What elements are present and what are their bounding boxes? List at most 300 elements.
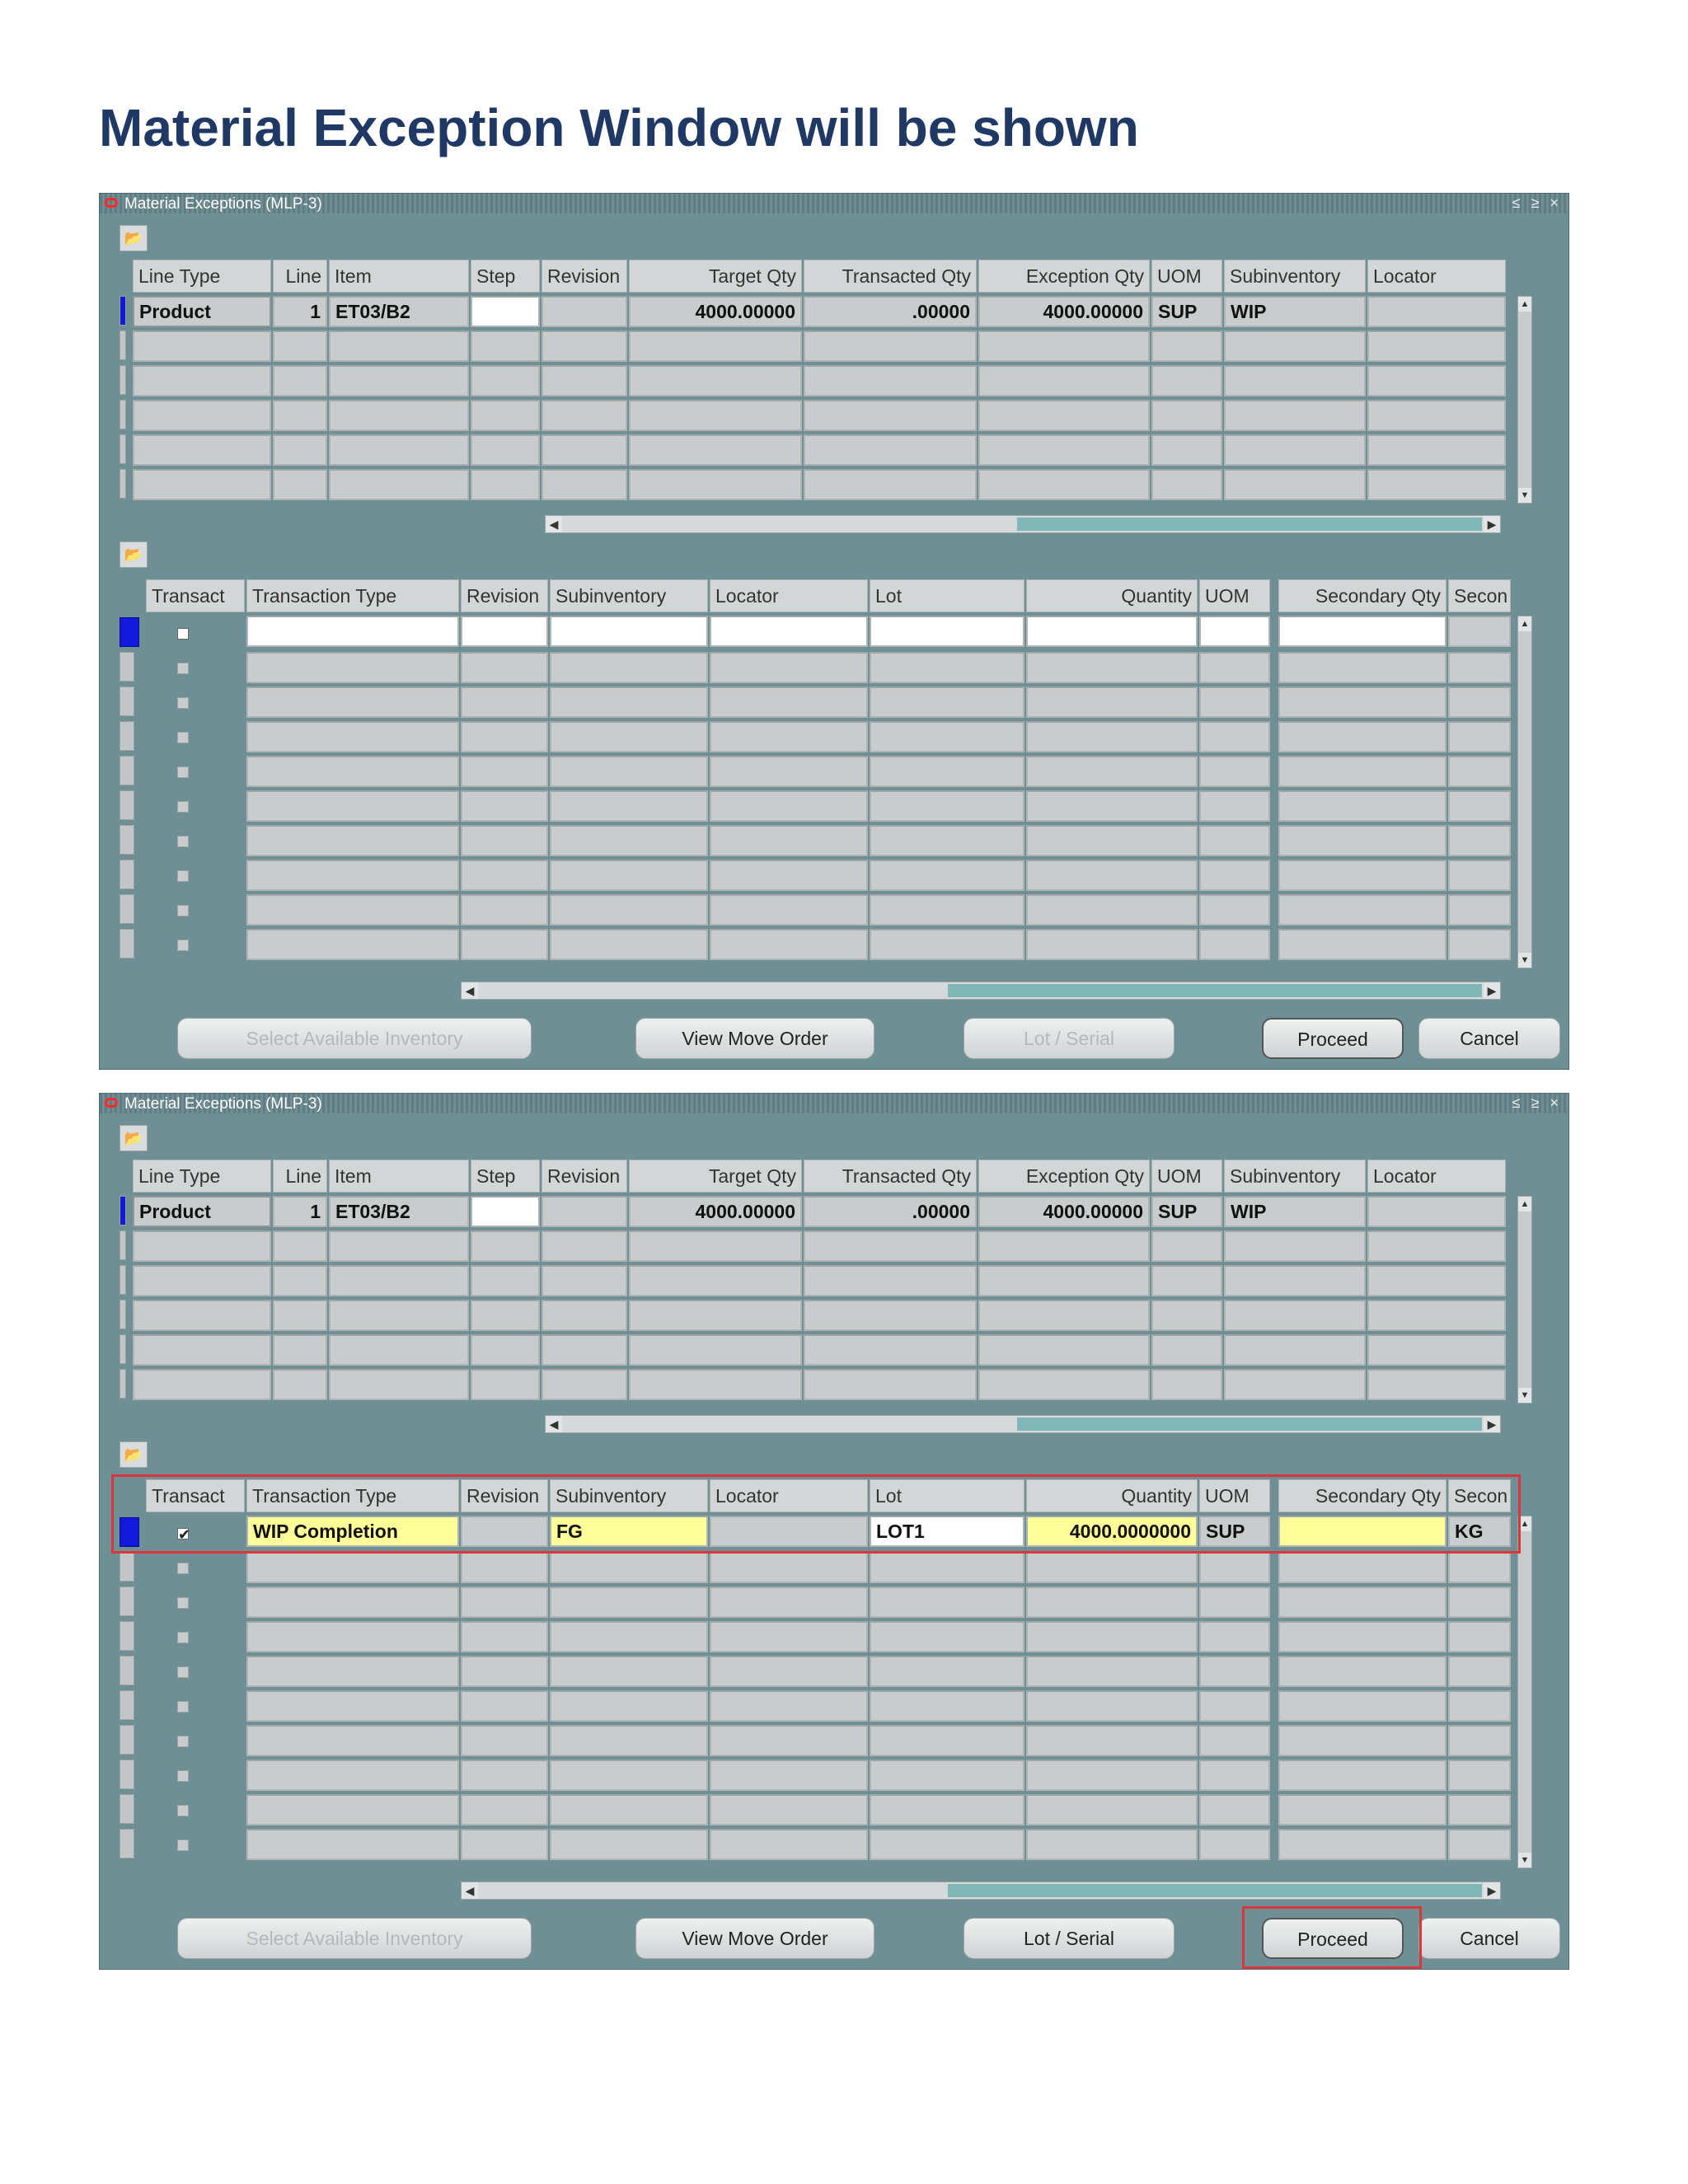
empty-txn-cell[interactable] [246,1552,459,1583]
empty-line-cell[interactable] [978,1334,1150,1366]
secondary-uom-field[interactable] [1448,616,1511,647]
empty-line-cell[interactable] [133,1369,271,1400]
empty-txn-cell[interactable] [461,1829,548,1860]
empty-txn-cell[interactable] [550,652,708,683]
transact-checkbox[interactable] [177,836,189,847]
empty-txn-cell[interactable] [1448,756,1511,787]
empty-line-cell[interactable] [471,1334,540,1366]
empty-txn-cell[interactable] [246,825,459,856]
locator-field[interactable] [1367,296,1506,327]
txn-horizontal-scrollbar[interactable]: ◀ ▶ [461,1882,1501,1900]
empty-txn-cell[interactable] [870,860,1025,891]
empty-line-cell[interactable] [273,400,327,431]
empty-line-cell[interactable] [1367,1230,1506,1262]
empty-line-cell[interactable] [273,1300,327,1331]
empty-txn-cell[interactable] [1448,1725,1511,1756]
empty-txn-cell[interactable] [1448,860,1511,891]
empty-txn-cell[interactable] [461,790,548,822]
empty-line-cell[interactable] [273,1369,327,1400]
empty-txn-cell[interactable] [1026,790,1198,822]
empty-txn-cell[interactable] [870,687,1025,718]
empty-txn-cell[interactable] [870,1552,1025,1583]
empty-txn-cell[interactable] [1278,721,1447,752]
empty-line-cell[interactable] [1151,1369,1222,1400]
empty-line-cell[interactable] [471,469,540,500]
cancel-button[interactable]: Cancel [1418,1018,1560,1059]
empty-txn-cell[interactable] [246,1725,459,1756]
empty-line-cell[interactable] [1151,365,1222,396]
empty-txn-cell[interactable] [550,721,708,752]
uom-field[interactable]: SUP [1151,1196,1222,1227]
empty-line-cell[interactable] [804,1265,977,1296]
empty-txn-cell[interactable] [710,860,868,891]
empty-txn-cell[interactable] [1199,790,1270,822]
empty-txn-cell[interactable] [1448,825,1511,856]
empty-line-cell[interactable] [629,1265,802,1296]
empty-line-cell[interactable] [1151,434,1222,466]
empty-txn-cell[interactable] [1199,1621,1270,1652]
empty-txn-cell[interactable] [461,652,548,683]
empty-txn-cell[interactable] [710,1656,868,1687]
empty-txn-cell[interactable] [710,1552,868,1583]
empty-txn-cell[interactable] [1448,894,1511,926]
empty-txn-cell[interactable] [710,687,868,718]
empty-txn-cell[interactable] [461,1621,548,1652]
empty-line-cell[interactable] [329,469,469,500]
empty-txn-cell[interactable] [1448,721,1511,752]
empty-line-cell[interactable] [329,400,469,431]
empty-txn-cell[interactable] [1448,1794,1511,1825]
empty-txn-cell[interactable] [246,860,459,891]
empty-txn-cell[interactable] [246,1690,459,1722]
empty-txn-cell[interactable] [1199,1760,1270,1791]
empty-txn-cell[interactable] [1026,687,1198,718]
empty-line-cell[interactable] [542,330,627,362]
empty-line-cell[interactable] [1367,400,1506,431]
empty-txn-cell[interactable] [1278,1586,1447,1618]
transact-checkbox[interactable] [177,905,189,916]
select-available-inventory-button[interactable]: Select Available Inventory [177,1918,532,1959]
empty-line-cell[interactable] [629,400,802,431]
empty-txn-cell[interactable] [246,1794,459,1825]
empty-txn-cell[interactable] [461,929,548,960]
line-field[interactable]: 1 [273,296,327,327]
empty-txn-cell[interactable] [550,1760,708,1791]
empty-txn-cell[interactable] [870,1656,1025,1687]
empty-txn-cell[interactable] [1199,1656,1270,1687]
transact-checkbox[interactable] [177,732,189,743]
transact-checkbox[interactable] [177,870,189,882]
empty-line-cell[interactable] [1151,330,1222,362]
empty-line-cell[interactable] [133,1265,271,1296]
empty-txn-cell[interactable] [710,894,868,926]
empty-line-cell[interactable] [1224,400,1366,431]
line-field[interactable]: 1 [273,1196,327,1227]
empty-line-cell[interactable] [1224,1369,1366,1400]
empty-line-cell[interactable] [133,400,271,431]
empty-line-cell[interactable] [978,434,1150,466]
transact-checkbox[interactable] [177,1632,189,1643]
empty-txn-cell[interactable] [550,860,708,891]
empty-txn-cell[interactable] [246,1621,459,1652]
empty-line-cell[interactable] [542,434,627,466]
empty-line-cell[interactable] [1367,1369,1506,1400]
empty-txn-cell[interactable] [1278,790,1447,822]
empty-txn-cell[interactable] [1199,1552,1270,1583]
empty-line-cell[interactable] [471,330,540,362]
empty-txn-cell[interactable] [1448,1552,1511,1583]
line-type-field[interactable]: Product [133,1196,271,1227]
empty-line-cell[interactable] [542,1300,627,1331]
empty-txn-cell[interactable] [1199,721,1270,752]
empty-line-cell[interactable] [629,1334,802,1366]
empty-txn-cell[interactable] [710,756,868,787]
empty-line-cell[interactable] [542,365,627,396]
empty-txn-cell[interactable] [870,1725,1025,1756]
empty-txn-cell[interactable] [550,929,708,960]
empty-txn-cell[interactable] [461,1586,548,1618]
empty-line-cell[interactable] [1151,400,1222,431]
empty-line-cell[interactable] [978,1369,1150,1400]
proceed-button[interactable]: Proceed [1262,1918,1404,1959]
txn-locator-field[interactable] [710,1516,868,1547]
empty-txn-cell[interactable] [246,790,459,822]
empty-txn-cell[interactable] [550,1794,708,1825]
empty-line-cell[interactable] [629,330,802,362]
empty-txn-cell[interactable] [1278,687,1447,718]
empty-txn-cell[interactable] [1278,756,1447,787]
secondary-qty-field[interactable] [1278,616,1447,647]
empty-txn-cell[interactable] [1199,929,1270,960]
empty-line-cell[interactable] [1224,1265,1366,1296]
empty-txn-cell[interactable] [870,1760,1025,1791]
empty-txn-cell[interactable] [1026,1760,1198,1791]
empty-line-cell[interactable] [133,1230,271,1262]
empty-line-cell[interactable] [978,330,1150,362]
empty-line-cell[interactable] [1151,1334,1222,1366]
empty-txn-cell[interactable] [870,1690,1025,1722]
empty-txn-cell[interactable] [461,894,548,926]
quantity-field[interactable] [1026,616,1198,647]
transact-checkbox[interactable] [177,801,189,813]
empty-line-cell[interactable] [1367,1265,1506,1296]
empty-txn-cell[interactable] [246,929,459,960]
empty-txn-cell[interactable] [461,825,548,856]
transact-checkbox[interactable] [177,663,189,674]
empty-txn-cell[interactable] [1026,1829,1198,1860]
empty-line-cell[interactable] [542,1369,627,1400]
view-move-order-button[interactable]: View Move Order [635,1918,874,1959]
uom-field[interactable]: SUP [1151,296,1222,327]
empty-line-cell[interactable] [978,365,1150,396]
empty-line-cell[interactable] [978,1230,1150,1262]
empty-txn-cell[interactable] [1448,652,1511,683]
empty-txn-cell[interactable] [1026,860,1198,891]
empty-txn-cell[interactable] [1199,1829,1270,1860]
empty-txn-cell[interactable] [1026,652,1198,683]
transacted-qty-field[interactable]: .00000 [804,1196,977,1227]
folder-icon[interactable]: 📂 [120,1441,148,1468]
empty-txn-cell[interactable] [246,1829,459,1860]
empty-txn-cell[interactable] [870,790,1025,822]
empty-line-cell[interactable] [629,365,802,396]
empty-line-cell[interactable] [471,1230,540,1262]
empty-line-cell[interactable] [329,365,469,396]
empty-txn-cell[interactable] [1199,1690,1270,1722]
empty-txn-cell[interactable] [461,860,548,891]
empty-txn-cell[interactable] [1448,687,1511,718]
empty-txn-cell[interactable] [246,894,459,926]
txn-vertical-scrollbar[interactable]: ▲ ▼ [1517,616,1532,968]
empty-line-cell[interactable] [629,434,802,466]
empty-line-cell[interactable] [133,434,271,466]
empty-txn-cell[interactable] [710,1760,868,1791]
target-qty-field[interactable]: 4000.00000 [629,296,802,327]
empty-txn-cell[interactable] [1199,860,1270,891]
transaction-type-field[interactable] [246,616,459,647]
view-move-order-button[interactable]: View Move Order [635,1018,874,1059]
empty-line-cell[interactable] [273,1265,327,1296]
lines-vertical-scrollbar[interactable]: ▲ ▼ [1517,1196,1532,1404]
txn-uom-field[interactable]: SUP [1199,1516,1270,1547]
empty-txn-cell[interactable] [550,825,708,856]
empty-txn-cell[interactable] [710,652,868,683]
empty-txn-cell[interactable] [246,652,459,683]
empty-line-cell[interactable] [804,1334,977,1366]
transact-checkbox[interactable] [177,1666,189,1678]
transact-checkbox[interactable] [177,1736,189,1747]
empty-txn-cell[interactable] [1199,1794,1270,1825]
revision-field[interactable] [542,296,627,327]
empty-txn-cell[interactable] [870,1829,1025,1860]
empty-txn-cell[interactable] [1448,1829,1511,1860]
txn-vertical-scrollbar[interactable]: ▲ ▼ [1517,1516,1532,1868]
subinventory-field[interactable]: WIP [1224,1196,1366,1227]
empty-txn-cell[interactable] [870,1586,1025,1618]
empty-line-cell[interactable] [804,365,977,396]
empty-txn-cell[interactable] [1199,1586,1270,1618]
empty-txn-cell[interactable] [1448,929,1511,960]
empty-txn-cell[interactable] [1026,929,1198,960]
empty-line-cell[interactable] [273,1334,327,1366]
empty-txn-cell[interactable] [461,1794,548,1825]
transact-checkbox[interactable] [177,628,189,640]
empty-txn-cell[interactable] [1448,1760,1511,1791]
window-titlebar[interactable] [100,194,1568,213]
empty-txn-cell[interactable] [870,721,1025,752]
proceed-button[interactable]: Proceed [1262,1018,1404,1059]
subinventory-field[interactable]: WIP [1224,296,1366,327]
lot-serial-button[interactable]: Lot / Serial [964,1018,1175,1059]
empty-txn-cell[interactable] [246,1760,459,1791]
empty-txn-cell[interactable] [1199,687,1270,718]
empty-txn-cell[interactable] [870,1621,1025,1652]
empty-txn-cell[interactable] [1278,1621,1447,1652]
empty-line-cell[interactable] [629,1230,802,1262]
empty-txn-cell[interactable] [550,1829,708,1860]
empty-txn-cell[interactable] [550,756,708,787]
empty-line-cell[interactable] [542,1265,627,1296]
empty-txn-cell[interactable] [1026,756,1198,787]
transact-checkbox[interactable] [177,697,189,709]
empty-txn-cell[interactable] [550,1621,708,1652]
empty-line-cell[interactable] [471,365,540,396]
transact-checkbox[interactable] [177,1563,189,1574]
empty-line-cell[interactable] [804,1369,977,1400]
cancel-button[interactable]: Cancel [1418,1918,1560,1959]
empty-txn-cell[interactable] [1026,1690,1198,1722]
empty-line-cell[interactable] [1224,1334,1366,1366]
empty-line-cell[interactable] [133,1334,271,1366]
empty-txn-cell[interactable] [710,721,868,752]
empty-txn-cell[interactable] [1278,825,1447,856]
empty-txn-cell[interactable] [461,687,548,718]
empty-txn-cell[interactable] [710,1725,868,1756]
empty-line-cell[interactable] [471,434,540,466]
empty-line-cell[interactable] [1367,1300,1506,1331]
transact-checkbox[interactable] [177,940,189,951]
empty-line-cell[interactable] [1151,1265,1222,1296]
empty-txn-cell[interactable] [1026,1656,1198,1687]
txn-horizontal-scrollbar[interactable]: ◀ ▶ [461,982,1501,1000]
empty-line-cell[interactable] [273,365,327,396]
empty-line-cell[interactable] [471,1369,540,1400]
empty-line-cell[interactable] [542,1230,627,1262]
item-field[interactable]: ET03/B2 [329,1196,469,1227]
empty-txn-cell[interactable] [870,756,1025,787]
folder-icon[interactable]: 📂 [120,225,148,251]
line-type-field[interactable]: Product [133,296,271,327]
empty-line-cell[interactable] [133,469,271,500]
transaction-type-field[interactable]: WIP Completion [246,1516,459,1547]
empty-txn-cell[interactable] [246,1656,459,1687]
empty-txn-cell[interactable] [461,756,548,787]
empty-txn-cell[interactable] [710,1829,868,1860]
empty-txn-cell[interactable] [1026,1586,1198,1618]
empty-line-cell[interactable] [1224,1300,1366,1331]
empty-txn-cell[interactable] [461,721,548,752]
transacted-qty-field[interactable]: .00000 [804,296,977,327]
empty-line-cell[interactable] [273,469,327,500]
empty-txn-cell[interactable] [870,894,1025,926]
empty-line-cell[interactable] [273,330,327,362]
empty-line-cell[interactable] [329,1230,469,1262]
empty-line-cell[interactable] [329,1265,469,1296]
empty-line-cell[interactable] [1224,469,1366,500]
empty-txn-cell[interactable] [550,1690,708,1722]
window-controls[interactable]: ≤ ≥ × [1512,1094,1562,1111]
transact-checkbox[interactable] [177,1770,189,1782]
empty-txn-cell[interactable] [461,1760,548,1791]
empty-txn-cell[interactable] [1448,790,1511,822]
empty-line-cell[interactable] [978,1265,1150,1296]
empty-line-cell[interactable] [471,1265,540,1296]
empty-txn-cell[interactable] [1278,1552,1447,1583]
empty-txn-cell[interactable] [1278,1829,1447,1860]
step-field[interactable] [471,296,540,327]
empty-txn-cell[interactable] [1278,1656,1447,1687]
empty-txn-cell[interactable] [1026,894,1198,926]
empty-txn-cell[interactable] [1026,1621,1198,1652]
empty-txn-cell[interactable] [1026,825,1198,856]
empty-line-cell[interactable] [804,434,977,466]
item-field[interactable]: ET03/B2 [329,296,469,327]
empty-txn-cell[interactable] [1448,1656,1511,1687]
empty-line-cell[interactable] [629,1369,802,1400]
empty-line-cell[interactable] [1367,434,1506,466]
window-controls[interactable]: ≤ ≥ × [1512,194,1562,211]
lot-field[interactable]: LOT1 [870,1516,1025,1547]
empty-line-cell[interactable] [329,1369,469,1400]
empty-line-cell[interactable] [629,1300,802,1331]
empty-line-cell[interactable] [1224,434,1366,466]
empty-txn-cell[interactable] [1448,1690,1511,1722]
transact-checkbox[interactable] [177,766,189,778]
empty-txn-cell[interactable] [870,1794,1025,1825]
txn-subinventory-field[interactable] [550,616,708,647]
empty-txn-cell[interactable] [870,652,1025,683]
folder-icon-disabled[interactable]: 📂 [120,541,148,568]
empty-txn-cell[interactable] [710,825,868,856]
empty-txn-cell[interactable] [550,1656,708,1687]
empty-txn-cell[interactable] [461,1552,548,1583]
empty-txn-cell[interactable] [1278,929,1447,960]
empty-txn-cell[interactable] [1278,1725,1447,1756]
empty-txn-cell[interactable] [1278,1760,1447,1791]
txn-subinventory-field[interactable]: FG [550,1516,708,1547]
quantity-field[interactable]: 4000.0000000 [1026,1516,1198,1547]
transact-checkbox[interactable] [177,1840,189,1851]
empty-line-cell[interactable] [133,365,271,396]
empty-line-cell[interactable] [471,1300,540,1331]
empty-txn-cell[interactable] [1278,894,1447,926]
lines-vertical-scrollbar[interactable]: ▲ ▼ [1517,296,1532,504]
empty-txn-cell[interactable] [550,1725,708,1756]
empty-txn-cell[interactable] [1026,1725,1198,1756]
step-field[interactable] [471,1196,540,1227]
empty-txn-cell[interactable] [710,1586,868,1618]
secondary-uom-field[interactable]: KG [1448,1516,1511,1547]
empty-txn-cell[interactable] [246,687,459,718]
empty-txn-cell[interactable] [1199,894,1270,926]
empty-txn-cell[interactable] [461,1725,548,1756]
empty-txn-cell[interactable] [550,687,708,718]
empty-txn-cell[interactable] [710,1690,868,1722]
empty-line-cell[interactable] [1151,469,1222,500]
revision-field[interactable] [542,1196,627,1227]
empty-line-cell[interactable] [542,400,627,431]
empty-txn-cell[interactable] [1026,1552,1198,1583]
empty-txn-cell[interactable] [550,1586,708,1618]
empty-line-cell[interactable] [804,400,977,431]
empty-txn-cell[interactable] [246,721,459,752]
empty-line-cell[interactable] [133,330,271,362]
empty-line-cell[interactable] [273,1230,327,1262]
empty-line-cell[interactable] [329,1334,469,1366]
transact-checkbox[interactable] [177,1805,189,1816]
empty-line-cell[interactable] [542,1334,627,1366]
empty-txn-cell[interactable] [710,1621,868,1652]
empty-txn-cell[interactable] [1278,652,1447,683]
empty-line-cell[interactable] [329,1300,469,1331]
exception-qty-field[interactable]: 4000.00000 [978,1196,1150,1227]
empty-line-cell[interactable] [978,400,1150,431]
empty-line-cell[interactable] [1151,1300,1222,1331]
empty-txn-cell[interactable] [710,929,868,960]
window-titlebar[interactable] [100,1094,1568,1113]
empty-line-cell[interactable] [1224,1230,1366,1262]
empty-line-cell[interactable] [1367,365,1506,396]
